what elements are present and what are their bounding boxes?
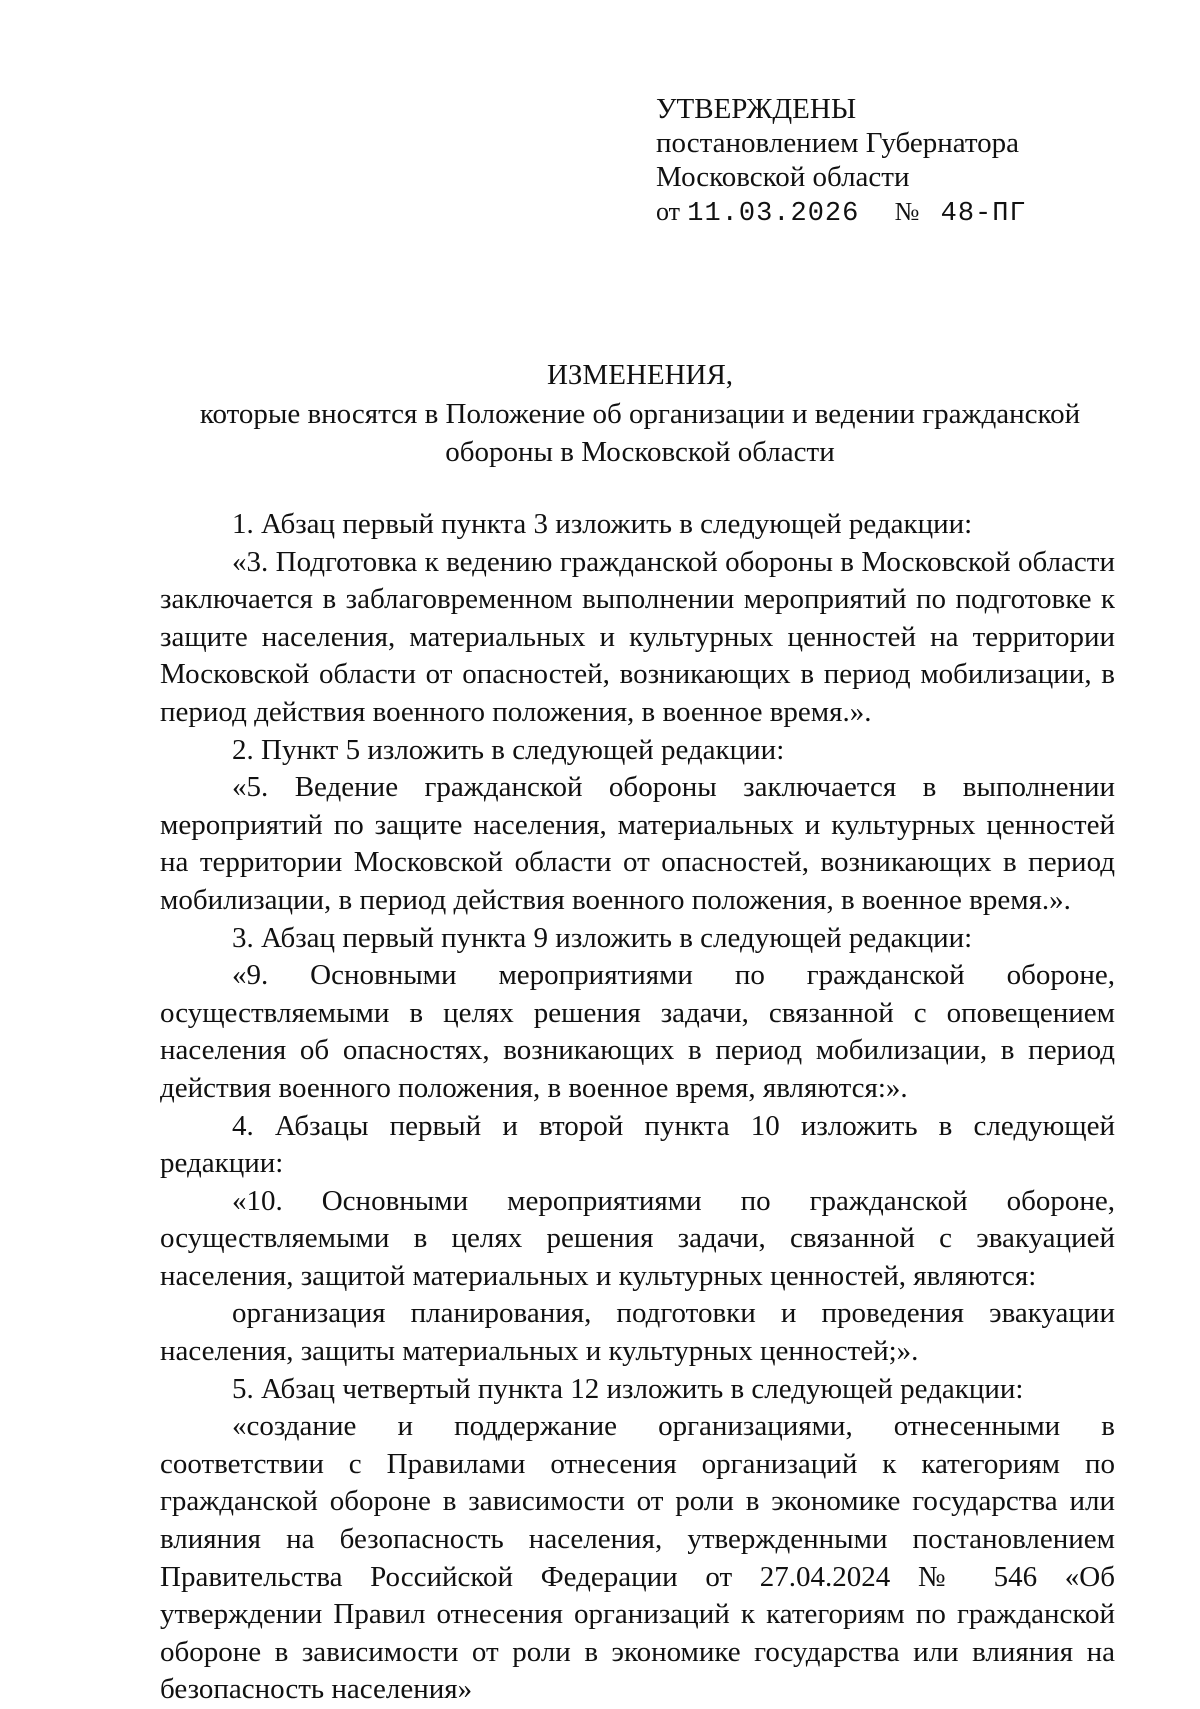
paragraph-9: организация планирования, подготовки и проведения эвакуации населения, защиты материальных и культурных ценностей;». [160, 1297, 1115, 1368]
approval-heading: УТВЕРЖДЕНЫ [656, 93, 857, 125]
paragraph-11: «создание и поддержание организациями, отнесенными в соответствии с Правилами отнесения организаций к категориям по гражданской обороне в зависимости от роли в экономике государства или влияния на безопасность населения, утвержденными постановлением Правительства Российской Федерации от 27.04.2024 № 546 «Об утверждении Правил отнесения организаций к категориям по гражданской обороне в зависимости от роли в экономике государства или влияния на безопасность населения» [160, 1410, 1115, 1706]
paragraph-10: 5. Абзац четвертый пункта 12 изложить в следующей редакции: [232, 1372, 1024, 1405]
approval-line-1: постановлением Губернатора [656, 127, 1020, 159]
paragraph-2: «3. Подготовка к ведению гражданской обороны в Московской области заключается в заблаговременном выполнении мероприятий по подготовке к защите населения, материальных и культурных ценностей на территории Московской области от опасностей, возникающих в период мобилизации, в период действия военного положения, в военное время.». [160, 545, 1115, 728]
paragraph-5: 3. Абзац первый пункта 9 изложить в следующей редакции: [232, 921, 973, 954]
date-prefix: от [656, 197, 681, 226]
approval-number: 48-ПГ [940, 199, 1027, 229]
paragraph-1: 1. Абзац первый пункта 3 изложить в следующей редакции: [232, 508, 973, 540]
paragraph-7: 4. Абзацы первый и второй пункта 10 изложить в следующей редакции: [160, 1109, 1115, 1180]
paragraph-6: «9. Основными мероприятиями по гражданской обороне, осуществляемыми в целях решения задачи, связанной с оповещением населения об опасностях, возникающих в период мобилизации, в период действия военного положения, в военное время, являются:». [160, 959, 1115, 1104]
approval-line-2: Московской области [656, 161, 910, 193]
paragraph-8: «10. Основными мероприятиями по гражданской обороне, осуществляемыми в целях решения задачи, связанной с эвакуацией населения, защитой материальных и культурных ценностей, являются: [160, 1184, 1115, 1292]
approval-block [656, 92, 1027, 231]
paragraph-3: 2. Пункт 5 изложить в следующей редакции: [232, 733, 785, 766]
document-subtitle: которые вносятся в Положение об организации и ведении гражданской обороны в Московской области [199, 398, 1081, 468]
document-title: ИЗМЕНЕНИЯ, [546, 359, 734, 391]
approval-date-row [656, 194, 1027, 231]
document-body [160, 506, 1115, 1709]
number-prefix: № [894, 197, 920, 226]
paragraph-4: «5. Ведение гражданской обороны заключается в выполнении мероприятий по защите населения, материальных и культурных ценностей на территории Московской области от опасностей, возникающих в период мобилизации, в период действия военного положения, в военное время.». [160, 771, 1115, 916]
approval-date: 11.03.2026 [687, 199, 860, 229]
